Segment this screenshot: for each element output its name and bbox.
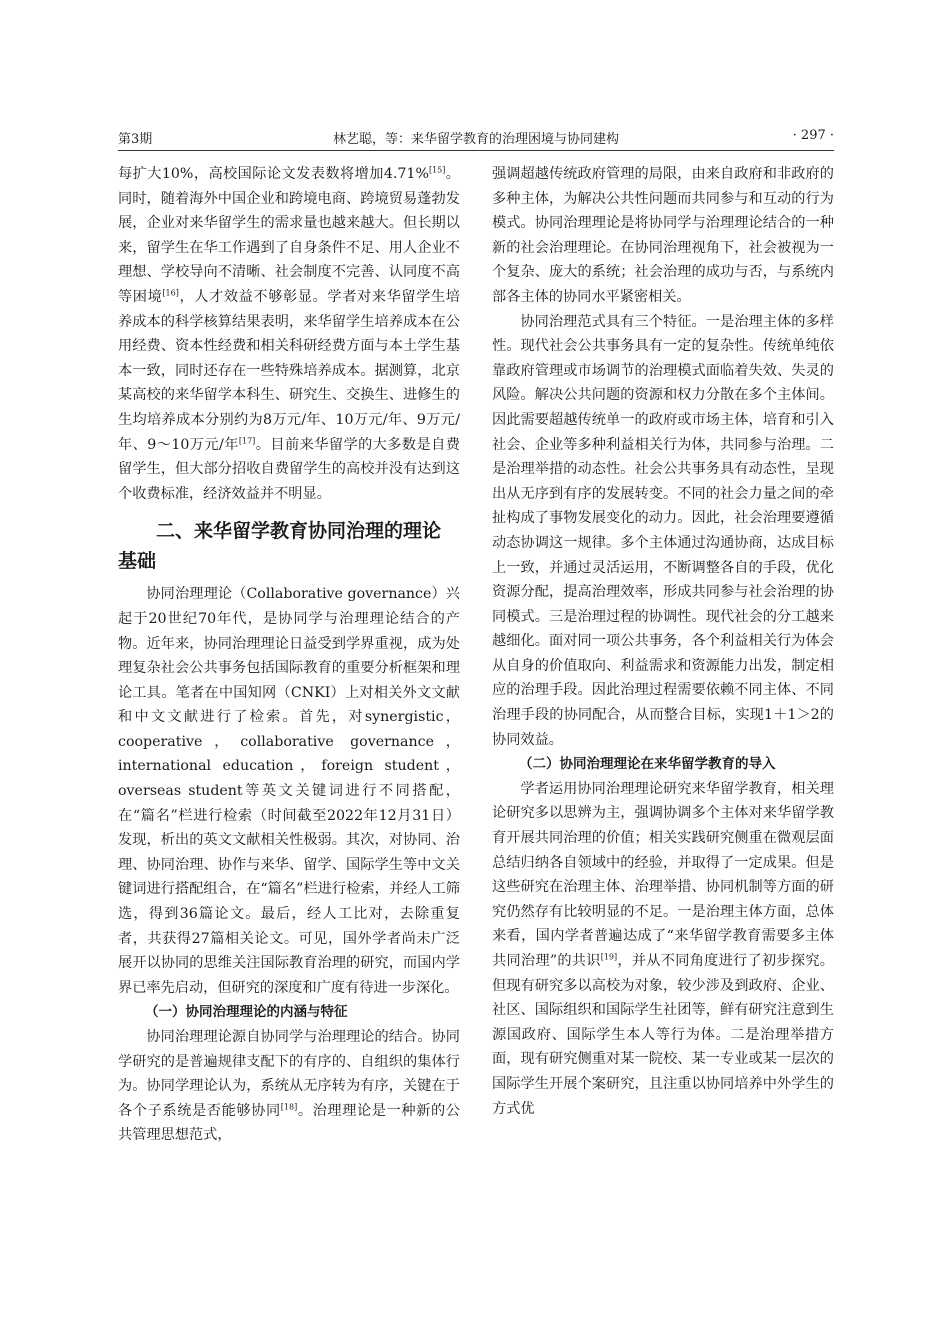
paragraph — [492, 777, 834, 1121]
right-column — [492, 162, 834, 1121]
citation: [17] — [238, 435, 256, 445]
heading-text: 二、来华留学教育协同治理的理论 — [156, 520, 442, 543]
text-run: 。治理理论是一种新的公共管理思想范式， — [118, 1102, 460, 1144]
paragraph: 协同治理范式具有三个特征。一是治理主体的多样性。现代社会公共事务具有一定的复杂性。传统单纯依靠政府管理或市场调节的治理模式面临着失效、失灵的风险。解决公共问题的资源和权力分散在多个主体间。因此需要超越传统单一的政府或市场主体，培育和引入社会、企业等多种利益相关行为体，共同参与治理。二是治理举措的动态性。社会公共事务具有动态性，呈现出从无序到有序的发展转变。不同的社会力量之间的牵扯构成了事物发展变化的动力。因此，社会治理要遵循动态协调这一规律。多个主体通过沟通协商，达成目标上一致，并通过灵活运用，不断调整各自的手段，优化资源分配，提高治理效率，形成共同参与社会治理的协同模式。三是治理过程的协调性。现代社会的分工越来越细化。面对同一项公共事务，各个利益相关行为体会从自身的价值取向、利益需求和资源能力出发，制定相应的治理手段。因此治理过程需要依赖不同主体、不同治理手段的协同配合，从而整合目标，实现1＋1＞2的协同效益。 — [492, 313, 834, 748]
page-number: · 297 · — [792, 128, 834, 143]
citation: [16] — [162, 288, 179, 298]
citation: [19] — [600, 952, 618, 962]
left-column — [118, 162, 460, 1148]
text-run: 。目前来华留学的大多数是自费留学生，但大部分招收自费留学生的高校并没有达到这个收费标准，经济效益并不明显。 — [118, 436, 460, 502]
text-run: ，并从不同角度进行了初步探究。但现有研究多以高校为对象，较少涉及到政府、企业、社区、国际组织和国际学生社团等，鲜有研究注意到生源国政府、国际学生本人等行为体。二是治理举措方面，现有研究侧重对某一院校、某一专业或某一层次的国际学生开展个案研究，且注重以协同培养中外学生的方式优 — [492, 953, 834, 1117]
text-run: 学者运用协同治理理论研究来华留学教育，相关理论研究多以思辨为主，强调协调多个主体对来华留学教育开展共同治理的价值；相关实践研究侧重在微观层面总结归纳各自领域中的经验，并取得了一定成果。但是这些研究在治理主体、治理举措、协同机制等方面的研究仍然存有比较明显的不足。一是治理主体方面，总体来看，国内学者普遍达成了“来华留学教育需要多主体共同治理”的共识 — [492, 780, 834, 969]
section-heading — [118, 516, 460, 576]
paragraph — [118, 1025, 460, 1148]
running-title: 林艺聪，等：来华留学教育的治理困境与协同建构 — [332, 132, 619, 147]
text-run: ，人才效益不够彰显。学者对来华留学生培养成本的科学核算结果表明，来华留学生培养成本在公用经费、资本性经费和相关科研经费方面与本土学生基本一致，同时还存在一些特殊培养成本。据测算，北京某高校的来华留学本科生、研究生、交换生、进修生的生均培养成本分别约为8万元/年、10万元/年、9万元/年、9～10万元/年 — [118, 288, 460, 453]
running-header — [118, 128, 834, 150]
paragraph: 强调超越传统政府管理的局限，由来自政府和非政府的多种主体，为解决公共性问题而共同参与和互动的行为模式。协同治理理论是将协同学与治理理论结合的一种新的社会治理理论。在协同治理视角下，社会被视为一个复杂、庞大的系统；社会治理的成功与否，与系统内部各主体的协同水平紧密相关。 — [492, 166, 834, 305]
heading-text-cont: 基础 — [118, 550, 157, 573]
issue-number: 第3期 — [118, 132, 153, 147]
paragraph: 协同治理理论（Collaborative governance）兴起于20世纪70年代，是协同学与治理理论结合的产物。近年来，协同治理理论日益受到学界重视，成为处理复杂社会公共事务包括国际教育的重要分析框架和理论工具。笔者在中国知网（CNKI）上对相关外文文献和中文文献进行了检索。首先，对synergistic，cooperative，collaborative governance，international education，foreign student，overseas student等英文关键词进行不同搭配，在“篇名”栏进行检索（时间截至2022年12月31日）发现，析出的英文文献相关性极弱。其次，对协同、治理、协同治理、协作与来华、留学、国际学生等中文关键词进行搭配组合，在“篇名”栏进行检索，并经人工筛选，得到36篇论文。最后，经人工比对，去除重复者，共获得27篇相关论文。可见，国外学者尚未广泛展开以协同的思维关注国际教育治理的研究，而国内学界已率先启动，但研究的深度和广度有待进一步深化。 — [118, 586, 460, 996]
text-run: 。同时，随着海外中国企业和跨境电商、跨境贸易蓬勃发展，企业对来华留学生的需求量也越来越大。但长期以来，留学生在华工作遇到了自身条件不足、用人企业不理想、学校导向不清晰、社会制度不完善、认同度不高等困境 — [118, 166, 460, 305]
subsection-heading: （二）协同治理理论在来华留学教育的导入 — [519, 756, 776, 773]
header-rule — [118, 150, 834, 151]
citation: [15] — [428, 165, 446, 175]
text-run: 协同治理理论源自协同学与治理理论的结合。协同学研究的是普遍规律支配下的有序的、自组织的集体行为。协同学理论认为，系统从无序转为有序，关键在于各个子系统是否能够协同 — [118, 1029, 460, 1119]
subsection-heading: （一）协同治理理论的内涵与特征 — [145, 1004, 348, 1021]
paragraph — [118, 162, 460, 506]
citation: [18] — [280, 1102, 298, 1112]
text-run: 每扩大10%，高校国际论文发表数将增加4.71% — [118, 166, 429, 182]
